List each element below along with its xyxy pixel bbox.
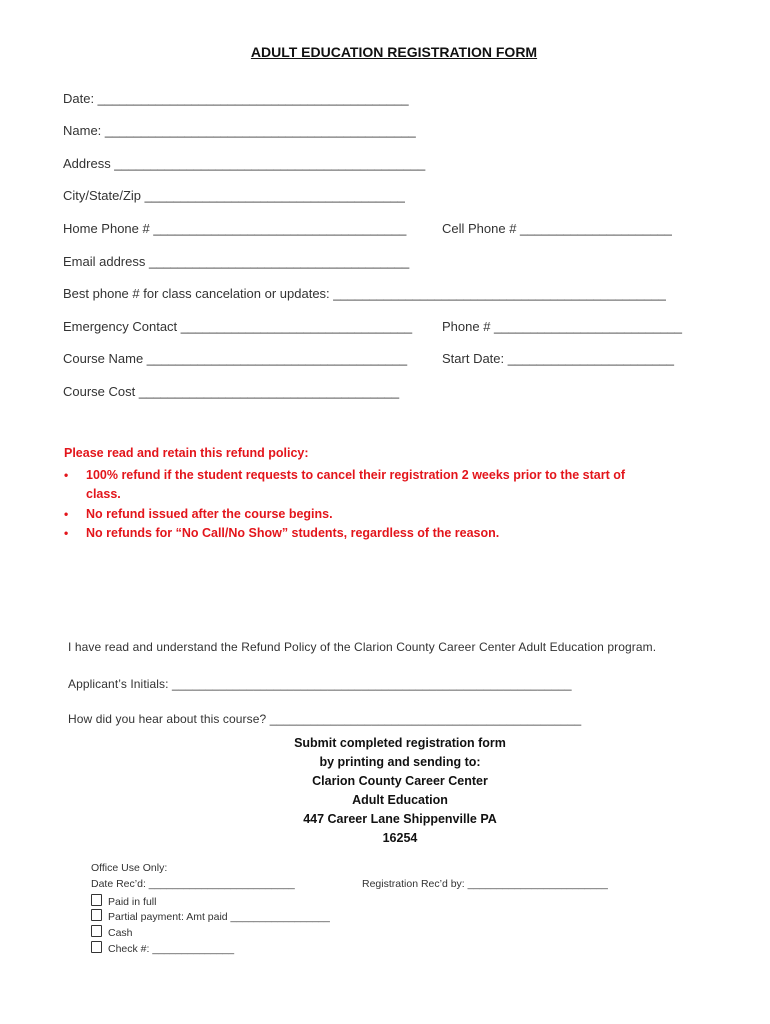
emergency-contact-field[interactable]: Emergency Contact ________________________________	[63, 319, 413, 334]
date-field[interactable]: Date: ___________________________________________	[63, 91, 409, 106]
partial-payment-option[interactable]	[91, 909, 330, 923]
address-field[interactable]: Address ___________________________________________	[63, 156, 426, 171]
email-field[interactable]: Email address ____________________________________	[63, 254, 410, 269]
registration-recd-field[interactable]: Registration Rec’d by: ________________________	[362, 878, 608, 890]
checkbox-icon[interactable]	[91, 894, 102, 906]
best-phone-field[interactable]: Best phone # for class cancelation or updates: ______________________________________________	[63, 286, 666, 301]
submit-address-line: Clarion County Career Center	[312, 774, 488, 788]
bullet-icon: •	[64, 507, 69, 521]
name-field[interactable]: Name: ___________________________________________	[63, 123, 416, 138]
submit-line: by printing and sending to:	[319, 755, 481, 769]
home-phone-field[interactable]: Home Phone # ___________________________________	[63, 221, 407, 236]
submit-line: Submit completed registration form	[294, 736, 506, 750]
acknowledgement-text: I have read and understand the Refund Policy of the Clarion County Career Center Adult Education program.	[68, 640, 657, 654]
cell-phone-field[interactable]: Cell Phone # _____________________	[442, 221, 672, 236]
check-option[interactable]	[91, 941, 234, 955]
office-use-heading: Office Use Only:	[91, 862, 168, 874]
form-title: ADULT EDUCATION REGISTRATION FORM	[250, 44, 538, 60]
paid-in-full-option[interactable]	[91, 894, 156, 908]
check-label: Check #: ______________	[108, 943, 235, 955]
start-date-field[interactable]: Start Date: _______________________	[442, 351, 675, 366]
submit-address-line: 16254	[382, 831, 418, 845]
submit-address-line: Adult Education	[352, 793, 448, 807]
refund-policy-item: class.	[86, 487, 121, 501]
submit-instructions	[0, 734, 770, 848]
heard-about-field[interactable]: How did you hear about this course? ______________________________________________	[68, 712, 582, 726]
checkbox-icon[interactable]	[91, 925, 102, 937]
checkbox-icon[interactable]	[91, 941, 102, 953]
refund-policy-item: No refund issued after the course begins.	[86, 507, 333, 521]
partial-payment-label: Partial payment: Amt paid _________________	[108, 911, 330, 923]
bullet-icon: •	[64, 526, 69, 540]
course-name-field[interactable]: Course Name ____________________________________	[63, 351, 408, 366]
submit-address-line: 447 Career Lane Shippenville PA	[303, 812, 497, 826]
course-cost-field[interactable]: Course Cost ____________________________________	[63, 384, 400, 399]
date-recd-field[interactable]: Date Rec’d: _________________________	[91, 878, 295, 890]
bullet-icon: •	[64, 468, 69, 482]
cash-label: Cash	[108, 927, 133, 939]
refund-policy-item: No refunds for “No Call/No Show” students, regardless of the reason.	[86, 526, 500, 540]
checkbox-icon[interactable]	[91, 909, 102, 921]
paid-in-full-label: Paid in full	[108, 896, 157, 908]
refund-policy-heading: Please read and retain this refund policy:	[64, 446, 309, 460]
initials-field[interactable]: Applicant’s Initials: ___________________________________________________________	[68, 677, 572, 691]
emergency-phone-field[interactable]: Phone # __________________________	[442, 319, 683, 334]
city-state-zip-field[interactable]: City/State/Zip ____________________________________	[63, 188, 405, 203]
refund-policy-item: 100% refund if the student requests to cancel their registration 2 weeks prior to the start of	[86, 468, 626, 482]
cash-option[interactable]	[91, 925, 133, 939]
